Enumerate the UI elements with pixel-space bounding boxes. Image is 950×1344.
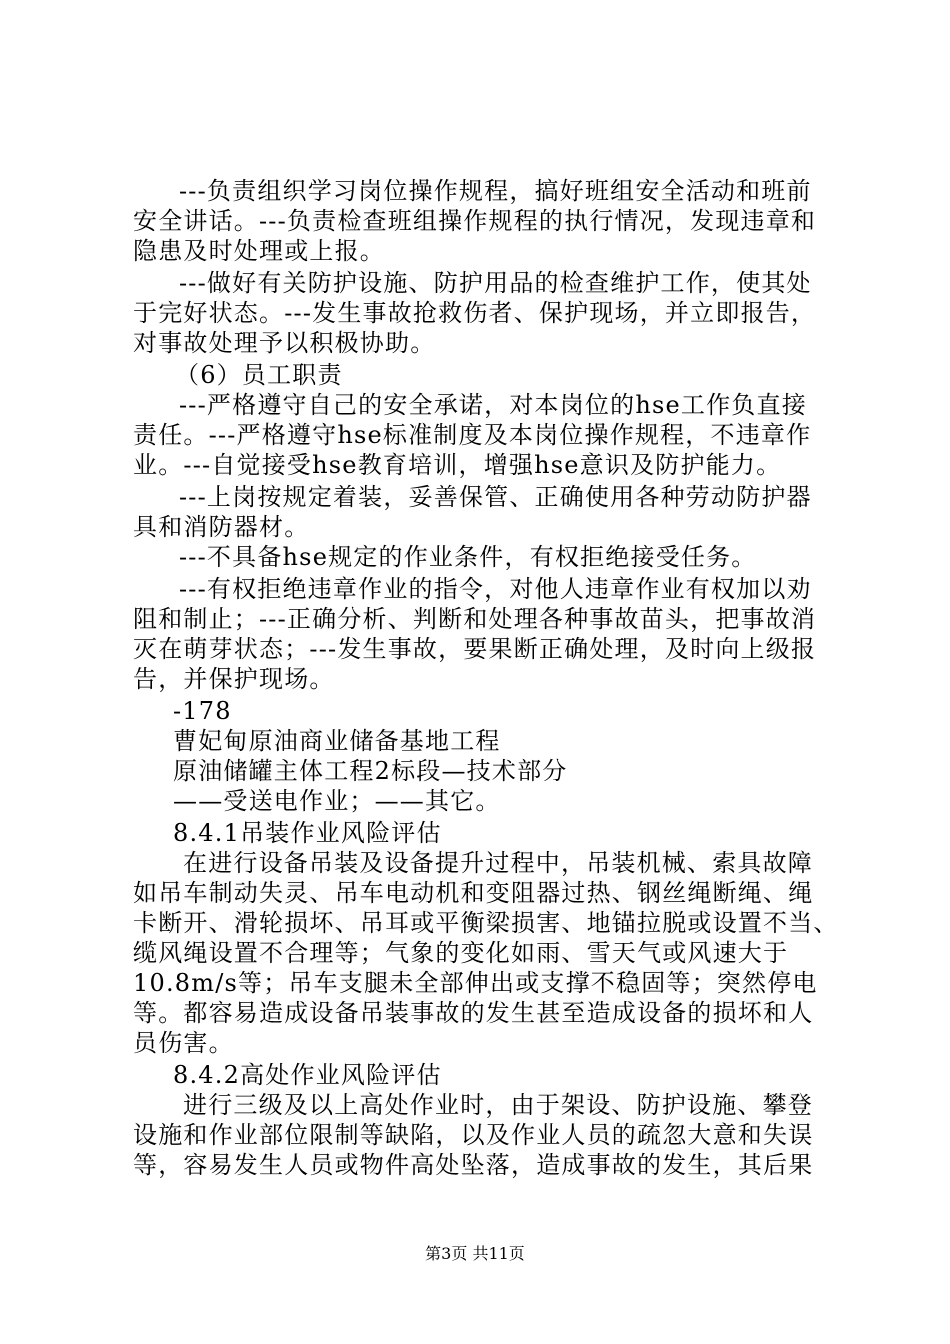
text-line: ---负责组织学习岗位操作规程，搞好班组安全活动和班前: [179, 177, 812, 205]
text-line: 隐患及时处理或上报。: [133, 237, 385, 265]
text-line: 安全讲话。---负责检查班组操作规程的执行情况，发现违章和: [133, 207, 817, 235]
text-line: 员伤害。: [133, 1029, 234, 1057]
text-line: 具和消防器材。: [133, 513, 310, 541]
text-line: 等。都容易造成设备吊装事故的发生甚至造成设备的损坏和人: [133, 999, 814, 1027]
text-line: 灭在萌芽状态；---发生事故，要果断正确处理，及时向上级报: [133, 635, 817, 663]
text-line: ---做好有关防护设施、防护用品的检查维护工作，使其处: [179, 269, 812, 297]
text-line: 卡断开、滑轮损坏、吊耳或平衡梁损害、地锚拉脱或设置不当、: [133, 909, 839, 937]
page-number-marker: -178: [173, 697, 232, 725]
running-header-subtitle: 原油储罐主体工程2标段—技术部分: [173, 757, 568, 785]
text-line: 阻和制止；---正确分析、判断和处理各种事故苗头，把事故消: [133, 605, 817, 633]
text-line: 业。---自觉接受hse教育培训，增强hse意识及防护能力。: [133, 451, 782, 479]
text-line: ---上岗按规定着装，妥善保管、正确使用各种劳动防护器: [179, 483, 812, 511]
text-line: 于完好状态。---发生事故抢救伤者、保护现场，并立即报告，: [133, 299, 817, 327]
text-line: 责任。---严格遵守hse标准制度及本岗位操作规程，不违章作: [133, 421, 812, 449]
text-line: 在进行设备吊装及设备提升过程中，吊装机械、索具故障: [183, 849, 813, 877]
text-line: 10.8m/s等；吊车支腿未全部伸出或支撑不稳固等；突然停电: [133, 969, 818, 997]
text-line: 告，并保护现场。: [133, 665, 335, 693]
text-line: ---严格遵守自己的安全承诺，对本岗位的hse工作负直接: [179, 391, 807, 419]
text-line: ——受送电作业；——其它。: [173, 787, 501, 815]
section-heading: 8.4.1吊装作业风险评估: [173, 819, 442, 847]
text-line: ---有权拒绝违章作业的指令，对他人违章作业有权加以劝: [179, 575, 812, 603]
text-line: 缆风绳设置不合理等；气象的变化如雨、雪天气或风速大于: [133, 939, 789, 967]
section-heading: （6）员工职责: [175, 361, 343, 389]
section-heading: 8.4.2高处作业风险评估: [173, 1061, 442, 1089]
running-header-title: 曹妃甸原油商业储备基地工程: [173, 727, 501, 755]
page-footer: [0, 1244, 950, 1264]
text-line: ---不具备hse规定的作业条件，有权拒绝接受任务。: [179, 543, 757, 571]
text-line: 如吊车制动失灵、吊车电动机和变阻器过热、钢丝绳断绳、绳: [133, 879, 814, 907]
page-indicator: 第3页 共11页: [425, 1244, 525, 1263]
text-line: 进行三级及以上高处作业时，由于架设、防护设施、攀登: [183, 1091, 813, 1119]
text-line: 等，容易发生人员或物件高处坠落，造成事故的发生，其后果: [133, 1151, 814, 1179]
text-line: 设施和作业部位限制等缺陷，以及作业人员的疏忽大意和失误: [133, 1121, 814, 1149]
text-line: 对事故处理予以积极协助。: [133, 329, 436, 357]
